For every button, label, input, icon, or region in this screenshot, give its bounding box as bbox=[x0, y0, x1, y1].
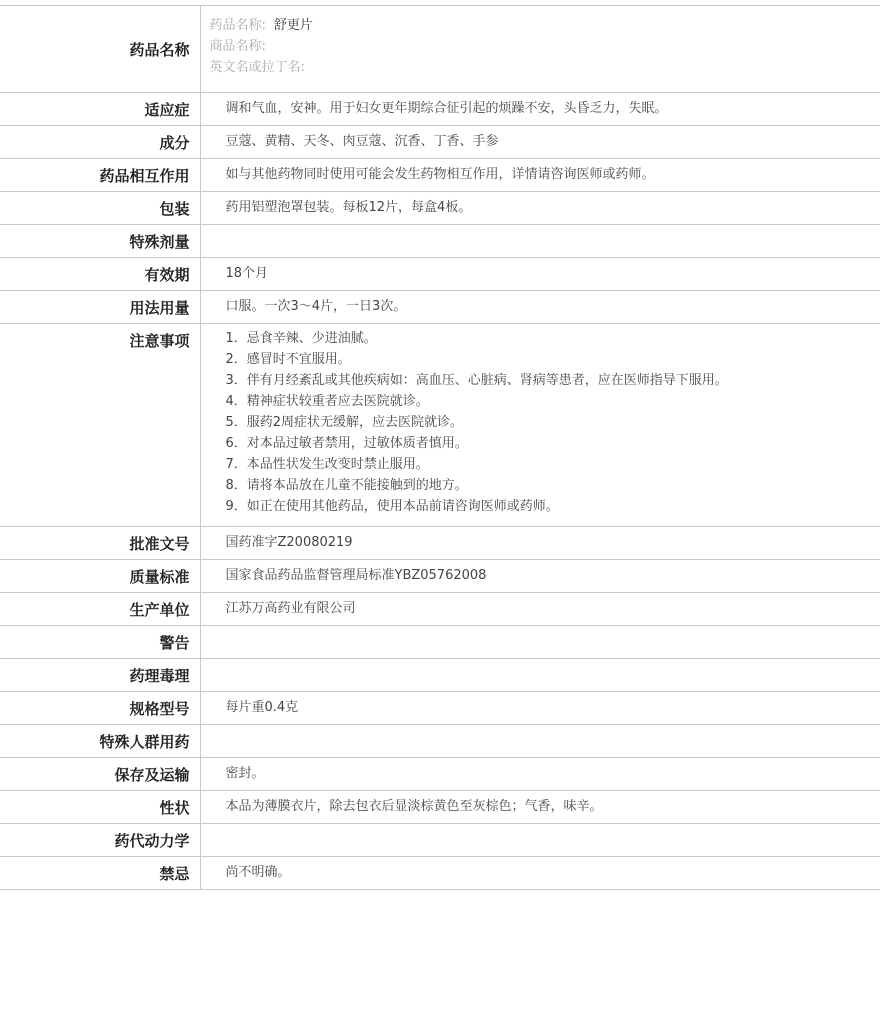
row-value bbox=[200, 725, 880, 758]
row-value: 国家食品药品监督管理局标准YBZ05762008 bbox=[225, 568, 487, 583]
row-label: 用法用量 bbox=[0, 291, 200, 324]
row-value: 国药准字Z20080219 bbox=[225, 535, 353, 550]
row-value: 调和气血，安神。用于妇女更年期综合征引起的烦躁不安，头昏乏力，失眠。 bbox=[225, 101, 668, 116]
storage-transport-row bbox=[0, 758, 880, 791]
row-label: 药理毒理 bbox=[0, 659, 200, 692]
row-value: 豆蔻、黄精、天冬、肉豆蔻、沉香、丁香、手参 bbox=[225, 134, 499, 149]
row-label: 包装 bbox=[0, 192, 200, 225]
row-value bbox=[200, 626, 880, 659]
row-label: 药品相互作用 bbox=[0, 159, 200, 192]
latin-name-line bbox=[210, 57, 880, 78]
row-value: 密封。 bbox=[225, 766, 265, 781]
row-value: 18个月 bbox=[225, 266, 269, 281]
precautions-list bbox=[226, 328, 880, 517]
row-label: 特殊剂量 bbox=[0, 225, 200, 258]
ingredients-row bbox=[0, 126, 880, 159]
row-label: 警告 bbox=[0, 626, 200, 659]
special-dosage-row bbox=[0, 225, 880, 258]
row-label: 规格型号 bbox=[0, 692, 200, 725]
list-item: 1．忌食辛辣、少进油腻。 bbox=[225, 331, 377, 346]
list-item: 7．本品性状发生改变时禁止服用。 bbox=[225, 457, 429, 472]
trade-name-line bbox=[210, 36, 880, 57]
row-value: 江苏万高药业有限公司 bbox=[225, 601, 356, 616]
row-label: 禁忌 bbox=[0, 857, 200, 890]
drug-name-values bbox=[200, 6, 880, 93]
list-item: 8．请将本品放在儿童不能接触到的地方。 bbox=[225, 478, 468, 493]
list-item: 5．服药2周症状无缓解，应去医院就诊。 bbox=[225, 415, 464, 430]
packaging-row bbox=[0, 192, 880, 225]
precautions-row bbox=[0, 324, 880, 527]
row-label: 有效期 bbox=[0, 258, 200, 291]
indications-row bbox=[0, 93, 880, 126]
interactions-row bbox=[0, 159, 880, 192]
generic-name-value: 舒更片 bbox=[273, 18, 313, 33]
drug-info-table bbox=[0, 5, 880, 890]
generic-name-key: 药品名称: bbox=[209, 18, 266, 33]
row-label: 性状 bbox=[0, 791, 200, 824]
row-value bbox=[200, 659, 880, 692]
row-label: 批准文号 bbox=[0, 527, 200, 560]
row-label: 适应症 bbox=[0, 93, 200, 126]
row-label: 生产单位 bbox=[0, 593, 200, 626]
precautions-label: 注意事项 bbox=[0, 324, 200, 527]
generic-name-line bbox=[210, 15, 880, 36]
warning-row bbox=[0, 626, 880, 659]
row-value: 本品为薄膜衣片，除去包衣后显淡棕黄色至灰棕色；气香，味辛。 bbox=[225, 799, 603, 814]
row-label: 保存及运输 bbox=[0, 758, 200, 791]
approval-number-row bbox=[0, 527, 880, 560]
quality-standard-row bbox=[0, 560, 880, 593]
row-value: 每片重0.4克 bbox=[225, 700, 299, 715]
drug-info-sheet bbox=[0, 5, 880, 890]
list-item: 4．精神症状较重者应去医院就诊。 bbox=[225, 394, 429, 409]
row-label: 成分 bbox=[0, 126, 200, 159]
row-value bbox=[200, 225, 880, 258]
specification-row bbox=[0, 692, 880, 725]
contraindications-row bbox=[0, 857, 880, 890]
pharmacokinetics-row bbox=[0, 824, 880, 857]
drug-name-row bbox=[0, 6, 880, 93]
row-value: 药用铝塑泡罩包装。每板12片，每盒4板。 bbox=[225, 200, 472, 215]
row-value: 尚不明确。 bbox=[225, 865, 291, 880]
pharmacology-toxicology-row bbox=[0, 659, 880, 692]
list-item: 3．伴有月经紊乱或其他疾病如：高血压、心脏病、肾病等患者，应在医师指导下服用。 bbox=[225, 373, 728, 388]
list-item: 2．感冒时不宜服用。 bbox=[225, 352, 351, 367]
list-item: 6．对本品过敏者禁用，过敏体质者慎用。 bbox=[225, 436, 468, 451]
row-value: 口服。一次3～4片，一日3次。 bbox=[225, 299, 407, 314]
manufacturer-row bbox=[0, 593, 880, 626]
row-label: 药代动力学 bbox=[0, 824, 200, 857]
row-label: 特殊人群用药 bbox=[0, 725, 200, 758]
special-populations-row bbox=[0, 725, 880, 758]
usage-dosage-row bbox=[0, 291, 880, 324]
latin-name-key: 英文名或拉丁名: bbox=[209, 60, 305, 75]
shelf-life-row bbox=[0, 258, 880, 291]
trade-name-key: 商品名称: bbox=[209, 39, 266, 54]
appearance-row bbox=[0, 791, 880, 824]
row-label: 质量标准 bbox=[0, 560, 200, 593]
row-value: 如与其他药物同时使用可能会发生药物相互作用，详情请咨询医师或药师。 bbox=[225, 167, 655, 182]
precautions-values bbox=[200, 324, 880, 527]
row-value bbox=[200, 824, 880, 857]
list-item: 9．如正在使用其他药品，使用本品前请咨询医师或药师。 bbox=[225, 499, 559, 514]
drug-name-label: 药品名称 bbox=[0, 6, 200, 93]
